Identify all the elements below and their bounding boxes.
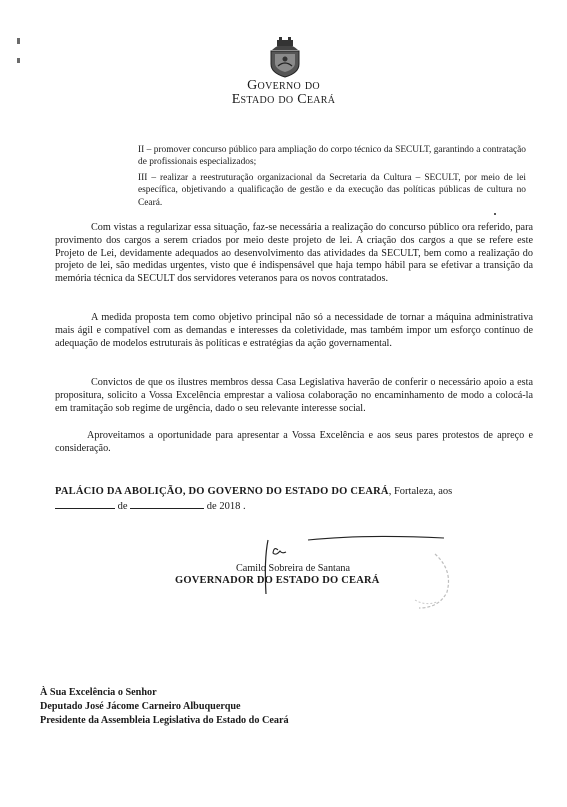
- faded-stamp: [395, 548, 455, 612]
- addressee-line-3: Presidente da Assembleia Legislativa do Estado do Ceará: [40, 715, 289, 726]
- month-blank: [130, 499, 204, 509]
- palace-name: PALÁCIO DA ABOLIÇÃO, DO GOVERNO DO ESTADO DO CEARÁ: [55, 486, 389, 497]
- item-ii: II – promover concurso público para ampliação do corpo técnico da SECULT, garantindo a contratação de profissionais especializados;: [138, 145, 526, 168]
- scan-mark: [17, 58, 20, 63]
- header-line-1: Governo do: [247, 78, 320, 93]
- signatory-title: GOVERNADOR DO ESTADO DO CEARÁ: [175, 575, 380, 586]
- paragraph: A medida proposta tem como objetivo principal não só a necessidade de tornar a máquina administrativa mais ágil e compatível com as demandas e interesses da coletividade, mas também impor um esforço contínuo de adequação de modelos estruturais às políticas e estratégias da ação governamental.: [55, 312, 533, 349]
- state-crest-icon: [266, 36, 304, 78]
- scan-mark: [17, 38, 20, 44]
- addressee-line-1: À Sua Excelência o Senhor: [40, 687, 157, 698]
- stray-dot: [494, 213, 496, 215]
- item-iii: III – realizar a reestruturação organizacional da Secretaria da Cultura – SECULT, por meio de lei específica, objetivando a qualificação de gestão e da execução das políticas públicas de cultura no Ceará.: [138, 173, 526, 208]
- paragraph: Com vistas a regularizar essa situação, faz-se necessária a realização do concurso público ora referido, para provimento dos cargos a serem criados por meio deste projeto de lei. A criação dos cargos a que se refere este Projeto de Lei, devidamente adequados ao desenvolvimento das atividades da SECULT, bem como a realização do projeto de lei, são medidas urgentes, visto que é indispensável que haja tempo hábil para se efetivar a transição da memória técnica da SECULT dos servidores veteranos para os novos contratados.: [55, 222, 533, 285]
- closing-de-1: de: [117, 501, 128, 512]
- closing-de-2: de 2018 .: [206, 501, 246, 512]
- signature-flourish: [306, 532, 446, 544]
- closing-city: , Fortaleza, aos: [388, 486, 453, 497]
- header-line-2: Estado do Ceará: [231, 92, 336, 107]
- paragraph: Aproveitamos a oportunidade para apresentar a Vossa Excelência e aos seus pares protestos de apreço e consideração.: [55, 430, 533, 454]
- closing-place-date: [55, 485, 535, 514]
- paragraph: Convictos de que os ilustres membros dessa Casa Legislativa haverão de conferir o necessário apoio a esta propositura, solicito a Vossa Excelência emprestar a valiosa colaboração no encaminhamento de modo a colocá-la em tramitação sob regime de urgência, dado o seu relevante interesse social.: [55, 377, 533, 414]
- signatory-name: Camilo Sobreira de Santana: [236, 563, 351, 574]
- addressee-line-2: Deputado José Jácome Carneiro Albuquerque: [40, 701, 241, 712]
- day-blank: [55, 499, 115, 509]
